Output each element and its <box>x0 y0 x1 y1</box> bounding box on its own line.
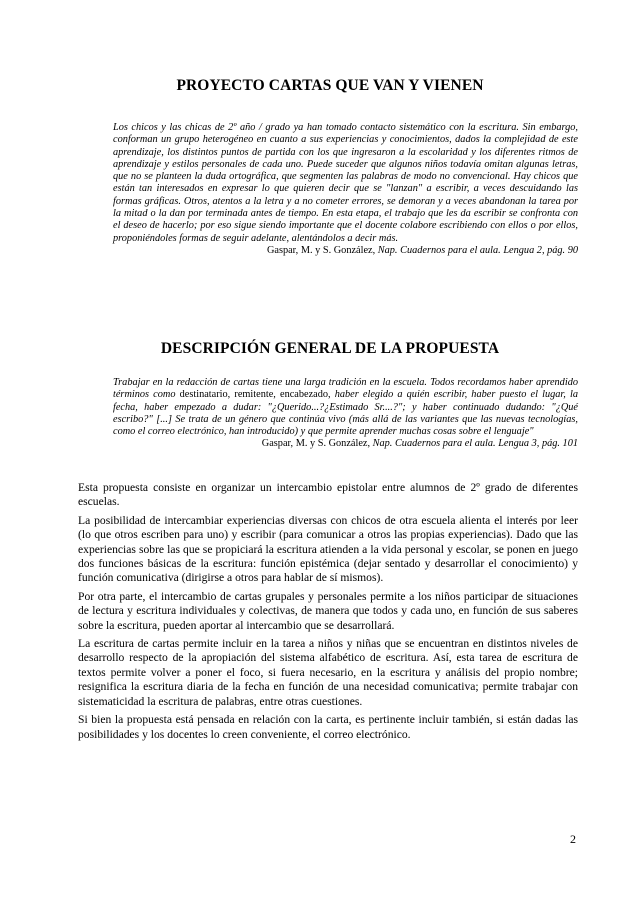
quote-text-end: haber elegido a quién escribir, haber puesto el lugar, la fecha, haber empezado a dudar: "¿Querido...?¿Estimado Sr....?"; y haber continuado dudando: "¿Qué escribo?" [...] Se trata de un género que continúa vivo (más allá de las variantes que las nuevas tecnologías, como el correo electrónico, han introducido) y que permite aprender muchas cosas sobre el lenguaje" <box>113 389 578 438</box>
citation-source: Nap. Cuadernos para el aula. Lengua 2, pág. 90 <box>377 244 578 256</box>
section-title-project: PROYECTO CARTAS QUE VAN Y VIENEN <box>176 77 484 94</box>
quote-citation <box>113 438 578 450</box>
block-quote-1 <box>113 122 578 257</box>
paragraph: Si bien la propuesta está pensada en relación con la carta, es pertinente incluir también, si están dadas las posibilidades y los docentes lo creen conveniente, el correo electrónico. <box>78 713 578 741</box>
paragraph: La escritura de cartas permite incluir en la tarea a niños y niñas que se encuentran en distintos niveles de desarrollo respecto de la apropiación del sistema alfabético de escritura. Así, esta tarea de escritura de textos permite volver a poner el foco, si fuera necesario, en la escritura y análisis del propio nombre; resignifica la escritura diaria de la fecha en función de una necesidad comunicativa; permite trabajar con sistematicidad la escritura de palabras, entre otras cuestiones. <box>78 637 578 708</box>
body-text <box>78 481 578 746</box>
section-title-description: DESCRIPCIÓN GENERAL DE LA PROPUESTA <box>160 340 500 357</box>
quote-text: Los chicos y las chicas de 2º año / grado ya han tomado contacto sistemático con la escritura. Sin embargo, conforman un grupo heterogéneo en cuanto a sus experiencias y conocimientos, dados la complejidad de este aprendizaje, los distintos puntos de partida con los que ingresaron a la escolaridad y los diferentes ritmos de aprendizaje y estilos personales de cada uno. Puede suceder que algunos niños todavía omitan algunas letras, que no se planteen la duda ortográfica, que segmenten las palabras de modo no convencional. Hay chicos que están tan interesados en expresar lo que quieren decir que se "lanzan" a escribir, a veces descuidando las formas gráficas. Otros, atentos a la letra y a no cometer errores, se demoran y a veces abandonan la tarea por la mitad o la dan por terminada antes de tiempo. En esta etapa, el trabajo que les da escribir se confronta con el deseo de hacerlo; por eso sigue siendo importante que el docente colabore escribiendo con ellos o por ellos, proponiéndoles formas de seguir adelante, alentándolos a decir más. <box>113 122 578 244</box>
citation-authors: Gaspar, M. y S. González, <box>261 438 373 450</box>
citation-source: Nap. Cuadernos para el aula. Lengua 3, pág. 101 <box>372 438 578 450</box>
paragraph: Esta propuesta consiste en organizar un intercambio epistolar entre alumnos de 2º grado de diferentes escuelas. <box>78 481 578 509</box>
paragraph: La posibilidad de intercambiar experiencias diversas con chicos de otra escuela alienta el interés por leer (lo que otros escriben para uno) y escribir (para comunicar a otros las propias experiencias). Dado que las experiencias sobre las que se propiciará la escritura atienden a la vida personal y escolar, se ponen en juego dos funciones básicas de la escritura: función epistémica (dejar sentado y desarrollar el conocimiento) y función comunicativa (dirigirse a otros para hablar de sí mismos). <box>78 513 578 585</box>
quote-terms: destinatario, remitente, encabezado, <box>179 389 331 401</box>
paragraph: Por otra parte, el intercambio de cartas grupales y personales permite a los niños participar de situaciones de lectura y escritura individuales y colectivas, de manera que todos y cada uno, en función de sus saberes sobre la escritura, pueden aportar al intercambio que se desarrollará. <box>78 589 578 632</box>
block-quote-2 <box>113 377 578 451</box>
page-number: 2 <box>570 832 576 846</box>
quote-citation <box>113 245 578 257</box>
citation-authors: Gaspar, M. y S. González, <box>266 244 378 256</box>
quote-text-start: Trabajar en la redacción de cartas tiene una larga tradición en la escuela. Todos recordamos haber aprendido términos como <box>113 377 578 401</box>
